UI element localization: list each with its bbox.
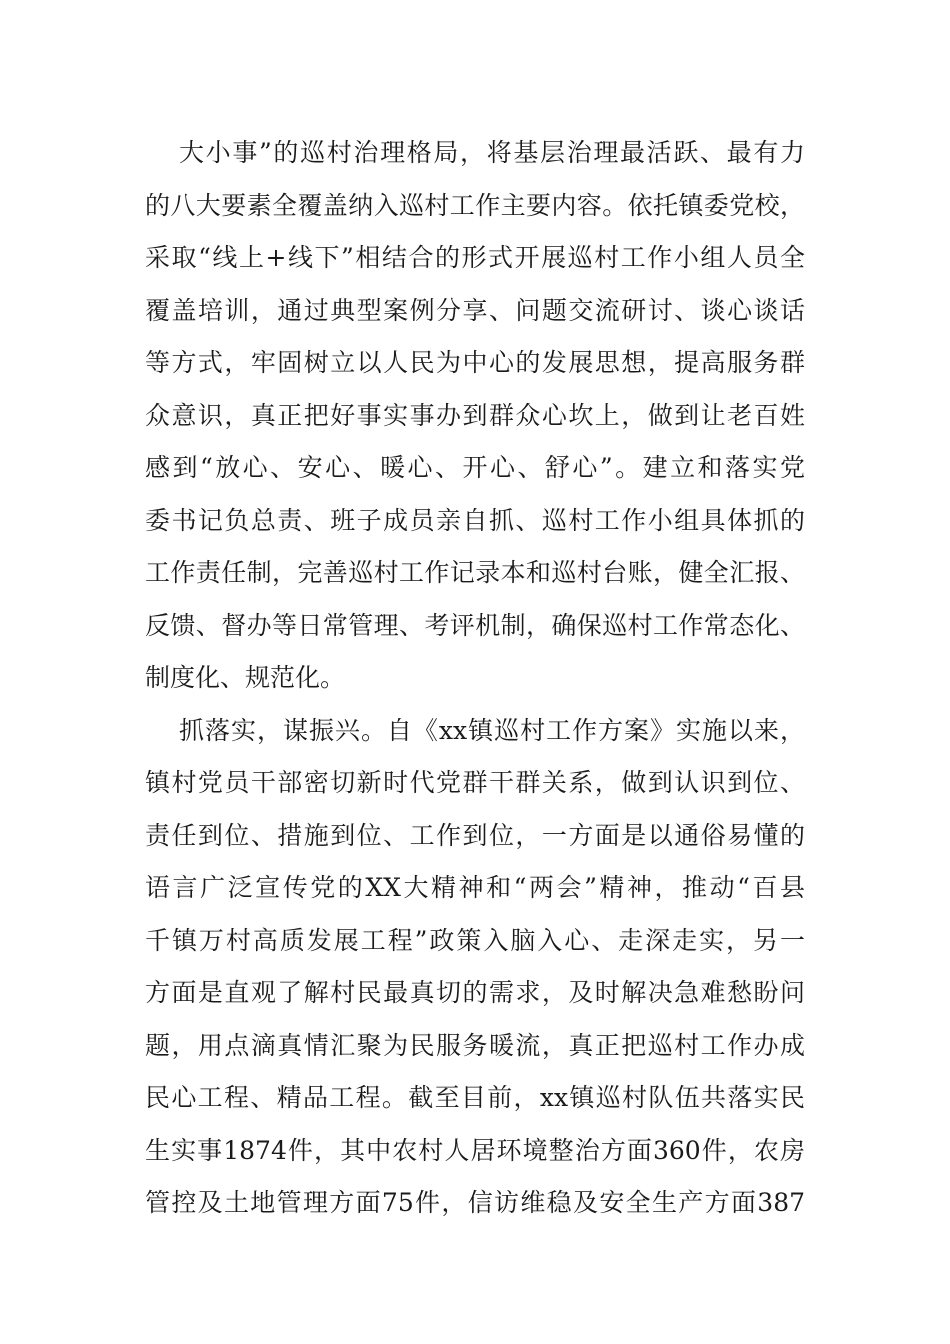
paragraph: [145, 127, 805, 705]
text-line: 众意识，真正把好事实事办到群众心坎上，做到让老百姓: [145, 400, 805, 430]
text-line: 等方式，牢固树立以人民为中心的发展思想，提高服务群: [145, 348, 805, 377]
text-line: 工作责任制，完善巡村工作记录本和巡村台账，健全汇报、: [145, 558, 805, 587]
text-line: 题，用点滴真情汇聚为民服务暖流，真正把巡村工作办成: [145, 1030, 805, 1060]
text-line: 覆盖培训，通过典型案例分享、问题交流研讨、谈心谈话: [145, 295, 805, 325]
text-line: 抓落实，谋振兴。自《xx镇巡村工作方案》实施以来，: [179, 715, 805, 745]
text-line: 方面是直观了解村民最真切的需求，及时解决急难愁盼问: [145, 978, 805, 1007]
text-line: 采取“线上+线下”相结合的形式开展巡村工作小组人员全: [145, 243, 805, 272]
text-line: 感到“放心、安心、暖心、开心、舒心”。建立和落实党: [145, 453, 805, 482]
text-line: 制度化、规范化。: [145, 663, 346, 692]
paragraph: [145, 705, 805, 1230]
text-line: 反馈、督办等日常管理、考评机制，确保巡村工作常态化、: [145, 610, 805, 640]
text-line: 民心工程、精品工程。截至目前，xx镇巡村队伍共落实民: [145, 1083, 805, 1112]
text-line: 千镇万村高质发展工程”政策入脑入心、走深走实，另一: [145, 925, 805, 955]
text-line: 镇村党员干部密切新时代党群干群关系，做到认识到位、: [145, 768, 805, 797]
text-line: 大小事”的巡村治理格局，将基层治理最活跃、最有力: [179, 138, 805, 167]
text-line: 委书记负总责、班子成员亲自抓、巡村工作小组具体抓的: [145, 505, 805, 535]
text-line: 生实事1874件，其中农村人居环境整治方面360件，农房: [145, 1135, 805, 1165]
body-text: [145, 127, 805, 1230]
text-line: 管控及土地管理方面75件，信访维稳及安全生产方面387: [145, 1188, 805, 1217]
text-line: 语言广泛宣传党的XX大精神和“两会”精神，推动“百县: [145, 873, 805, 902]
text-line: 责任到位、措施到位、工作到位，一方面是以通俗易懂的: [145, 820, 805, 850]
text-line: 的八大要素全覆盖纳入巡村工作主要内容。依托镇委党校，: [145, 190, 805, 220]
